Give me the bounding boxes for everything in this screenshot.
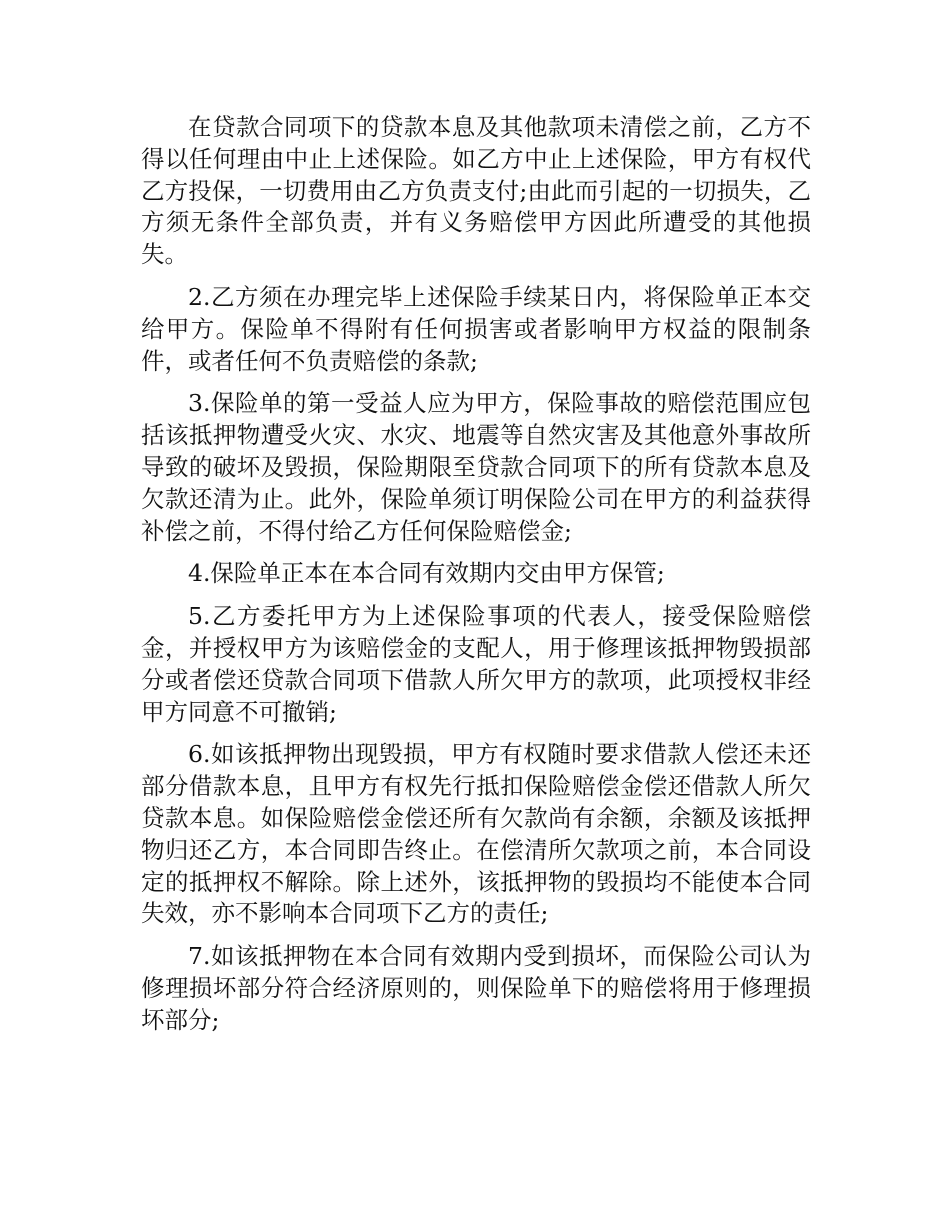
paragraph-clause-3: 3.保险单的第一受益人应为甲方，保险事故的赔偿范围应包括该抵押物遭受火灾、水灾、地震等自然灾害及其他意外事故所导致的破坏及毁损，保险期限至贷款合同项下的所有贷款本息及欠款还清为止。此外，保险单须订明保险公司在甲方的利益获得补偿之前，不得付给乙方任何保险赔偿金; (141, 389, 811, 545)
paragraph-clause-6: 6.如该抵押物出现毁损，甲方有权随时要求借款人偿还未还部分借款本息，且甲方有权先行抵扣保险赔偿金偿还借款人所欠贷款本息。如保险赔偿金偿还所有欠款尚有余额，余额及该抵押物归还乙方，本合同即告终止。在偿清所欠款项之前，本合同设定的抵押权不解除。除上述外，该抵押物的毁损均不能使本合同失效，亦不影响本合同项下乙方的责任; (141, 740, 811, 928)
paragraph-clause-4: 4.保险单正本在本合同有效期内交由甲方保管; (188, 559, 665, 588)
paragraph-clause-2: 2.乙方须在办理完毕上述保险手续某日内，将保险单正本交给甲方。保险单不得附有任何损害或者影响甲方权益的限制条件，或者任何不负责赔偿的条款; (141, 282, 811, 375)
paragraph-clause-7: 7.如该抵押物在本合同有效期内受到损坏，而保险公司认为修理损坏部分符合经济原则的，则保险单下的赔偿将用于修理损坏部分; (141, 942, 811, 1034)
paragraph-insurance-continuity: 在贷款合同项下的贷款本息及其他款项未清偿之前，乙方不得以任何理由中止上述保险。如乙方中止上述保险，甲方有权代乙方投保，一切费用由乙方负责支付;由此而引起的一切损失，乙方须无条件全部负责，并有义务赔偿甲方因此所遭受的其他损失。 (141, 113, 811, 269)
document-body (141, 112, 811, 1048)
paragraph-clause-5: 5.乙方委托甲方为上述保险事项的代表人，接受保险赔偿金，并授权甲方为该赔偿金的支配人，用于修理该抵押物毁损部分或者偿还贷款合同项下借款人所欠甲方的款项，此项授权非经甲方同意不可撤销; (141, 602, 811, 726)
